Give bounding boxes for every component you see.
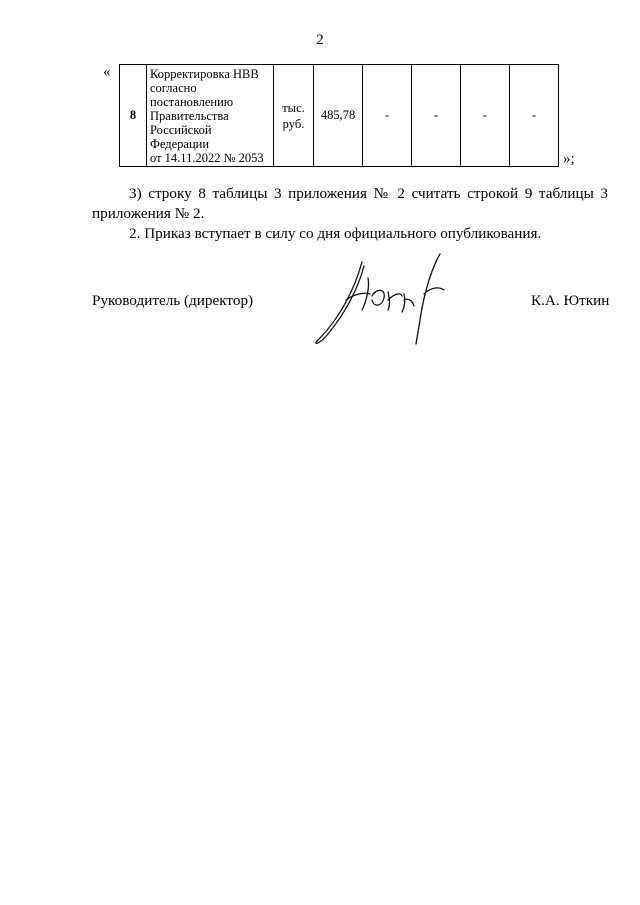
handwritten-signature: [300, 248, 460, 348]
unit-line: тыс.: [282, 100, 305, 115]
row-number-cell: 8: [120, 65, 147, 167]
row-dash-cell: -: [461, 65, 510, 167]
paragraph-line: приложения № 2.: [92, 205, 205, 222]
row-name-line: Российской: [150, 122, 212, 137]
row-name-line: Федерации: [150, 136, 210, 151]
paragraph-item-3: [92, 184, 608, 224]
unit-line: руб.: [282, 116, 305, 131]
row-name-line: от 14.11.2022 № 2053: [150, 150, 264, 165]
row-dash-cell: -: [363, 65, 412, 167]
signatory-name: К.А. Юткин: [531, 292, 610, 309]
row-name-line: Корректировка НВВ: [150, 66, 259, 81]
row-name-line: Правительства: [150, 108, 229, 123]
paragraph-item-2: 2. Приказ вступает в силу со дня официального опубликования.: [129, 225, 542, 242]
signatory-role: Руководитель (директор): [92, 292, 254, 309]
closing-quote: »;: [563, 151, 575, 167]
row-name-line: постановлению: [150, 94, 234, 109]
row-dash-cell: -: [412, 65, 461, 167]
paragraph-line: 3) строку 8 таблицы 3 приложения № 2 считать строкой 9 таблицы 3: [129, 185, 608, 202]
amendment-table: [119, 64, 559, 167]
row-unit-cell: [274, 65, 314, 167]
row-name-line: согласно: [150, 80, 197, 95]
row-name-cell: [147, 65, 274, 167]
row-dash-cell: -: [510, 65, 559, 167]
page-number: 2: [316, 32, 324, 48]
opening-quote: «: [103, 64, 111, 80]
row-value-cell: 485,78: [314, 65, 363, 167]
table-row: [120, 65, 559, 167]
